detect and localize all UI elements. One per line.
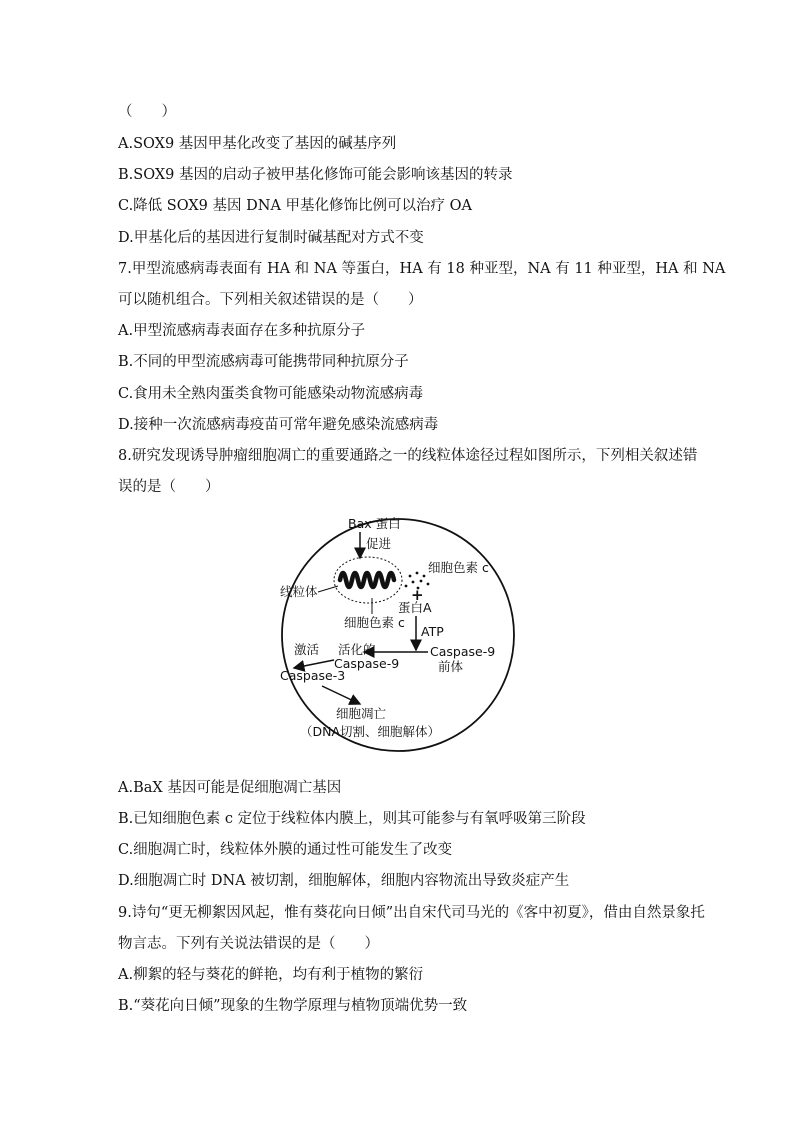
apoptosis-arrow [322, 686, 360, 704]
q7-option-c: C.食用未全熟肉蛋类食物可能感染动物流感病毒 [118, 386, 424, 402]
q7-option-b: B.不同的甲型流感病毒可能携带同种抗原分子 [118, 354, 409, 370]
activate-arrow [294, 660, 334, 668]
q7-stem-line1: 7.甲型流感病毒表面有 HA 和 NA 等蛋白，HA 有 18 种亚型，NA 有 11 种亚型，HA 和 NA [118, 261, 726, 277]
q8-stem-line2: 误的是（ ） [118, 479, 220, 495]
q8-option-b: B.已知细胞色素 c 定位于线粒体内膜上，则其可能参与有氧呼吸第三阶段 [118, 811, 586, 827]
cytochrome-c-released-label: 细胞色素 c [428, 560, 489, 575]
mitochondrion-pointer [318, 586, 338, 592]
caspase3-label: Caspase-3 [280, 668, 346, 683]
q8-option-c: C.细胞凋亡时，线粒体外膜的通过性可能发生了改变 [118, 842, 453, 858]
promote-label: 促进 [366, 536, 392, 551]
activated-label-1: 活化的 [338, 642, 376, 657]
apoptosis-label: 细胞凋亡 [336, 706, 387, 721]
atp-label: ATP [421, 624, 444, 639]
activated-label-2: Caspase-9 [334, 656, 400, 671]
q9-stem-line1: 9.诗句“更无柳絮因风起，惟有葵花向日倾”出自宋代司马光的《客中初夏》，借由自然景象托 [118, 905, 705, 921]
apoptosis-pathway-diagram [278, 508, 518, 760]
cytochrome-c-inner-label: 细胞色素 c [344, 615, 405, 630]
q7-option-d: D.接种一次流感病毒疫苗可常年避免感染流感病毒 [118, 417, 439, 433]
q6-option-b: B.SOX9 基因的启动子被甲基化修饰可能会影响该基因的转录 [118, 167, 513, 183]
q7-stem-line2: 可以随机组合。下列相关叙述错误的是（ ） [118, 292, 423, 308]
cell-membrane-circle [282, 519, 514, 751]
q9-option-b: B.“葵花向日倾”现象的生物学原理与植物顶端优势一致 [118, 998, 468, 1014]
protein-a-label: 蛋白A [398, 600, 432, 615]
q6-option-d: D.甲基化后的基因进行复制时碱基配对方式不变 [118, 230, 424, 246]
plus-sign: + [411, 586, 424, 604]
caspase9-precursor-label-2: 前体 [438, 659, 464, 674]
q6-option-c: C.降低 SOX9 基因 DNA 甲基化修饰比例可以治疗 OA [118, 198, 472, 214]
mitochondrion-label: 线粒体 [280, 584, 318, 599]
q8-option-d: D.细胞凋亡时 DNA 被切割，细胞解体，细胞内容物流出导致炎症产生 [118, 873, 570, 889]
apoptosis-detail-label: （DNA切割、细胞解体） [300, 724, 441, 739]
activate-label: 激活 [294, 642, 320, 657]
bax-label: Bax 蛋白 [348, 516, 401, 531]
q9-stem-line2: 物言志。下列有关说法错误的是（ ） [118, 936, 379, 952]
q9-option-a: A.柳絮的轻与葵花的鲜艳，均有利于植物的繁衍 [118, 967, 424, 983]
q6-option-a: A.SOX9 基因甲基化改变了基因的碱基序列 [118, 136, 397, 152]
mitochondrion-cristae [340, 573, 394, 587]
q6-bracket: （ ） [118, 104, 176, 120]
q7-option-a: A.甲型流感病毒表面存在多种抗原分子 [118, 323, 366, 339]
q8-option-a: A.BaX 基因可能是促细胞凋亡基因 [118, 780, 342, 796]
q8-stem-line1: 8.研究发现诱导肿瘤细胞凋亡的重要通路之一的线粒体途径过程如图所示，下列相关叙述错 [118, 448, 698, 464]
caspase9-precursor-label-1: Caspase-9 [430, 644, 496, 659]
